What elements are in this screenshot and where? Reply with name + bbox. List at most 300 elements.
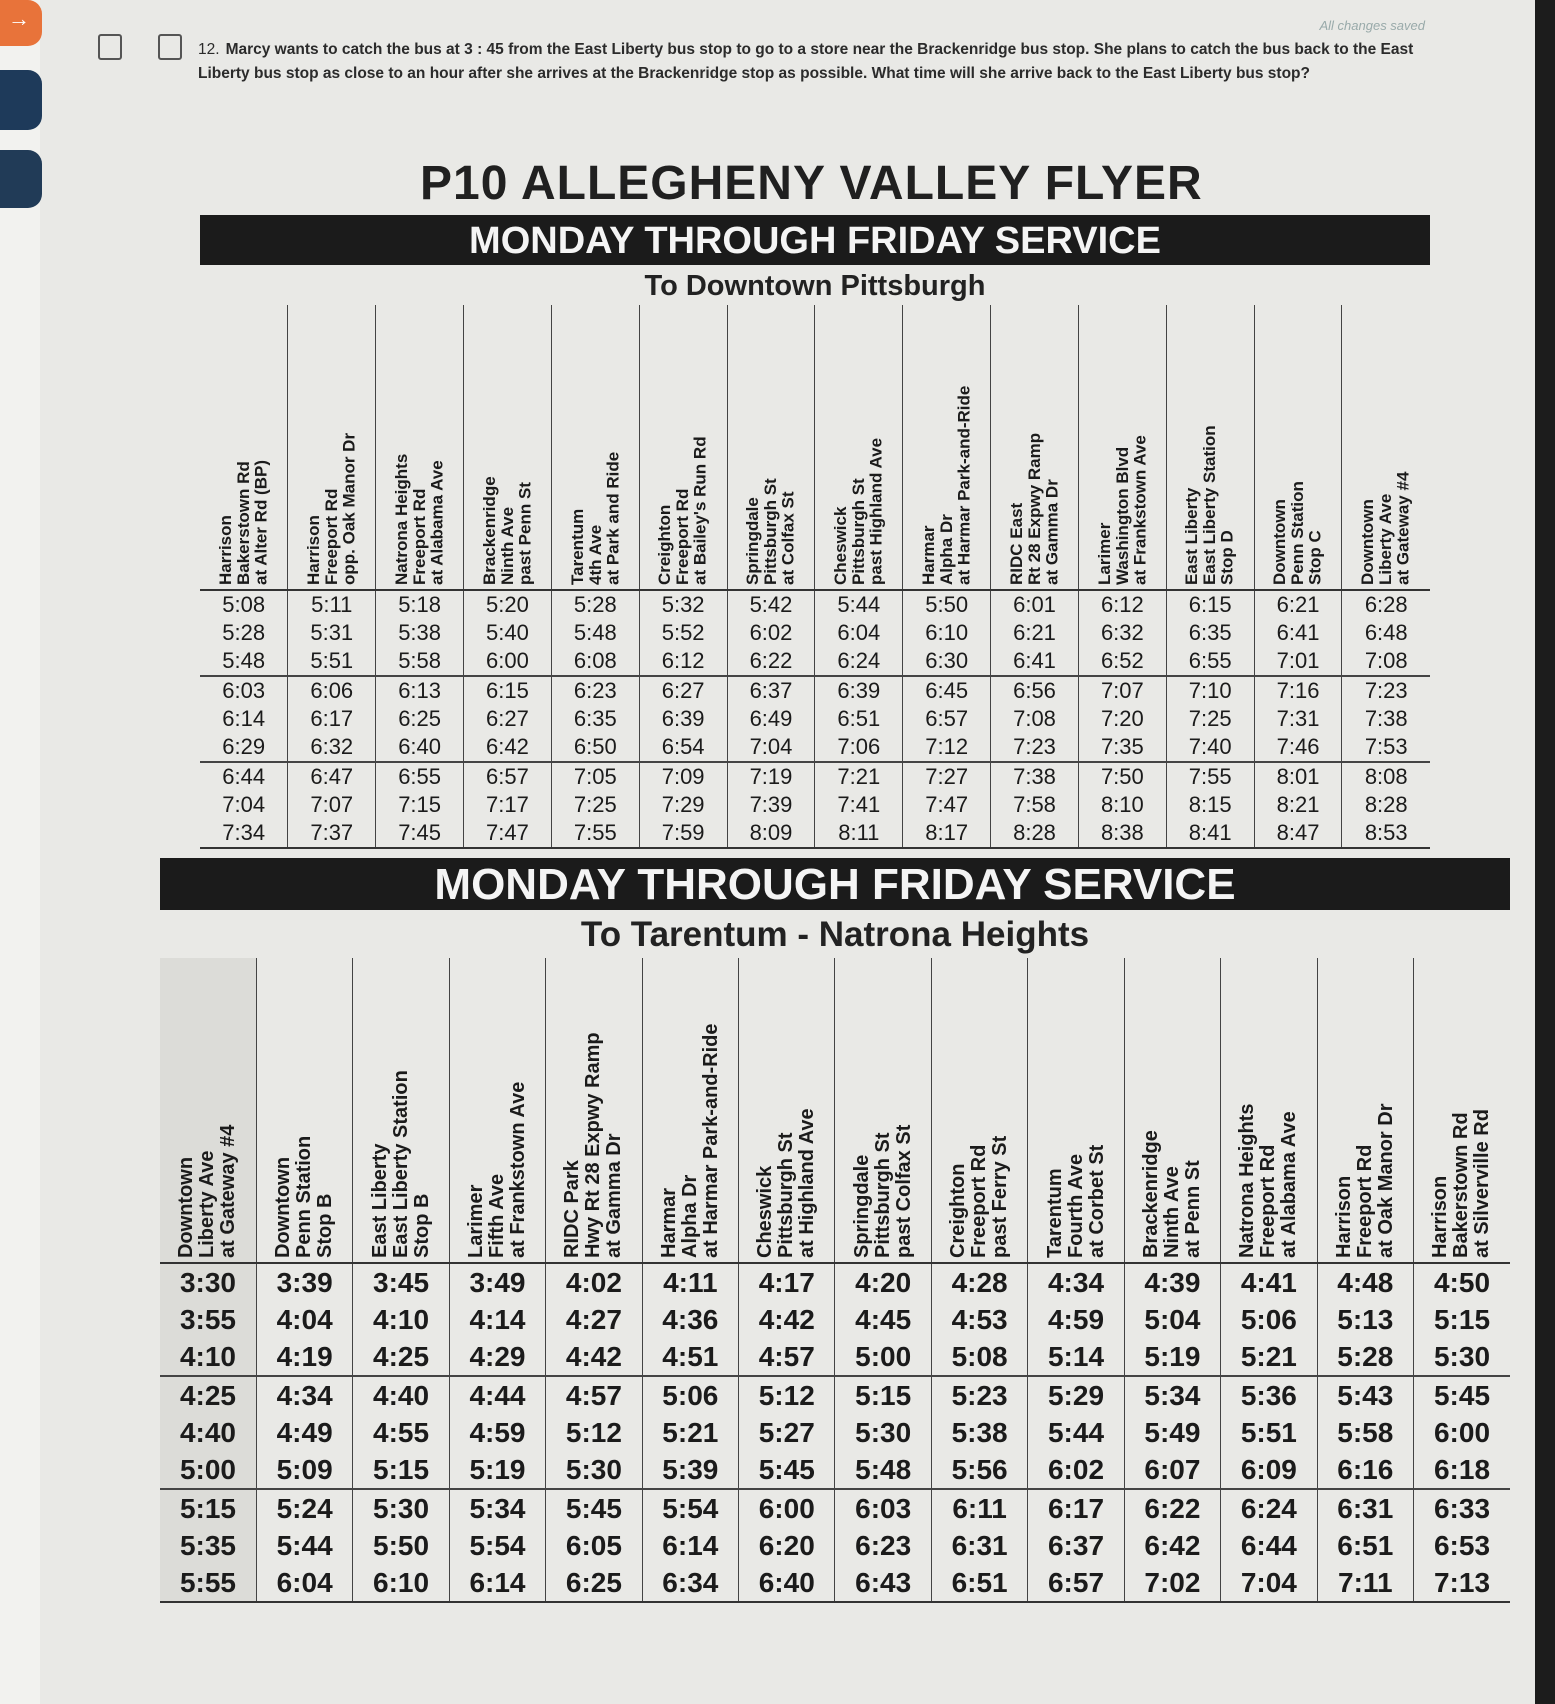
table-row [200,733,1430,762]
time-cell: 4:57 [739,1338,835,1376]
time-cell: 8:28 [991,819,1079,848]
stop-header [353,958,449,1263]
stop-detail: at Oak Manor Dr [1374,1103,1397,1258]
time-cell: 7:39 [727,791,815,819]
stop-label [920,305,974,585]
time-cell: 7:02 [1124,1564,1220,1602]
time-cell: 5:20 [464,590,552,619]
stop-detail: at Frankstown Ave [1130,435,1150,585]
stop-label [1141,958,1204,1258]
time-cell: 4:53 [931,1301,1027,1338]
question-number: 12. [198,41,220,58]
stop-label [656,305,710,585]
stop-detail: at Harmar Park-and-Ride [699,1023,722,1258]
app-left-rail [0,0,40,1704]
stop-name: Downtown [1358,499,1378,585]
time-cell: 6:13 [376,676,464,705]
stop-detail: Fourth Ave [1064,1153,1087,1258]
time-cell: 6:31 [931,1527,1027,1564]
time-cell: 4:44 [449,1376,545,1414]
time-cell: 7:34 [222,820,266,845]
time-cell: 8:09 [727,819,815,848]
stop-name: Natrona Heights [1236,1103,1259,1258]
time-cell: 6:10 [353,1564,449,1602]
time-cell: 3:55 [160,1301,256,1338]
stop-label [562,958,625,1258]
stop-detail: Stop C [1305,530,1325,585]
time-cell: 6:23 [835,1527,931,1564]
time-cell: 5:21 [1221,1338,1317,1376]
stop-header [931,958,1027,1263]
stop-name: Tarentum [567,508,587,585]
stop-header [642,958,738,1263]
stop-detail: East Liberty Station [1200,425,1220,585]
stop-name: East Liberty [1182,487,1202,585]
time-cell: 5:00 [835,1338,931,1376]
schedule-to-downtown [200,215,1430,849]
time-cell: 6:17 [288,705,376,733]
time-cell: 5:45 [546,1489,642,1527]
time-cell: 6:17 [1028,1489,1124,1527]
stop-name: Harrison [215,515,235,585]
table-row [200,705,1430,733]
stop-header [256,958,352,1263]
table-row [200,676,1430,705]
time-cell: 6:35 [1166,619,1254,647]
stop-label [1096,305,1150,585]
time-cell: 7:12 [903,733,991,762]
table-row [200,590,1430,619]
stop-detail: at Park and Ride [603,451,623,585]
stop-label [1008,305,1062,585]
stop-detail: Ninth Ave [1160,1166,1183,1258]
time-cell: 6:39 [639,705,727,733]
time-cell: 8:01 [1254,762,1342,791]
stop-name: Downtown [175,1156,198,1258]
time-cell: 6:48 [1342,619,1430,647]
stop-label [744,305,798,585]
time-cell: 4:25 [353,1338,449,1376]
time-cell: 6:29 [222,734,266,759]
table-row [160,1564,1510,1602]
stop-header [160,958,256,1263]
time-cell: 6:04 [815,619,903,647]
stop-label [1430,958,1493,1258]
bookmark-icon[interactable] [98,34,122,60]
stop-detail: at Bailey's Run Rd [691,436,711,585]
time-cell: 6:25 [376,705,464,733]
time-cell: 7:37 [288,819,376,848]
time-cell: 5:24 [256,1489,352,1527]
time-cell: 6:00 [739,1489,835,1527]
stop-detail: Alpha Dr [678,1174,701,1258]
table-row [200,762,1430,791]
stop-detail: Rt 28 Expwy Ramp [1024,432,1044,585]
time-cell: 6:04 [256,1564,352,1602]
stop-header [546,958,642,1263]
time-cell: 6:37 [727,676,815,705]
stop-name: RIDC East [1006,502,1026,585]
table-row [200,647,1430,676]
time-cell: 6:32 [288,733,376,762]
stop-detail: past Highland Ave [866,437,886,585]
stop-header [991,305,1079,590]
stop-name: Larimer [1094,522,1114,585]
time-cell: 5:15 [1413,1301,1510,1338]
time-cell: 6:22 [727,647,815,676]
stop-detail: past Colfax St [892,1124,915,1258]
time-cell: 6:15 [1166,590,1254,619]
stop-header [1124,958,1220,1263]
time-cell: 6:51 [931,1564,1027,1602]
table-row [160,1527,1510,1564]
time-cell: 5:08 [222,592,266,617]
time-cell: 7:58 [991,791,1079,819]
time-cell: 5:12 [739,1376,835,1414]
time-cell: 6:55 [376,762,464,791]
stop-detail: at Harmar Park-and-Ride [954,385,974,585]
time-cell: 8:21 [1254,791,1342,819]
stop-label [393,305,447,585]
stop-label [1359,305,1413,585]
time-cell: 6:57 [464,762,552,791]
time-cell: 7:07 [288,791,376,819]
time-cell: 7:45 [376,819,464,848]
stop-label [305,305,359,585]
time-cell: 6:16 [1317,1451,1413,1489]
time-cell: 4:50 [1413,1263,1510,1301]
table-row [160,1301,1510,1338]
stop-label [1045,958,1108,1258]
stop-header [815,305,903,590]
stop-detail: Freeport Rd [1257,1144,1280,1258]
time-cell: 6:45 [903,676,991,705]
time-cell: 6:09 [1221,1451,1317,1489]
time-cell: 7:55 [551,819,639,848]
stop-label [370,958,433,1258]
stop-detail: at Silverville Rd [1471,1109,1494,1258]
time-cell: 6:40 [739,1564,835,1602]
schedule-title: P10 ALLEGHENY VALLEY FLYER [420,157,1203,210]
time-cell: 6:27 [639,676,727,705]
stop-header [1254,305,1342,590]
time-cell: 6:11 [931,1489,1027,1527]
question-toolbar [98,34,182,60]
direction-heading: To Downtown Pittsburgh [644,270,986,302]
time-cell: 4:28 [931,1263,1027,1301]
table-row [200,619,1430,647]
stop-name: Harmar [657,1187,680,1258]
time-cell: 6:42 [1124,1527,1220,1564]
time-cell: 8:17 [903,819,991,848]
time-cell: 7:20 [1078,705,1166,733]
stop-label [1237,958,1300,1258]
stop-detail: past Ferry St [989,1135,1012,1258]
next-arrow-button[interactable] [0,0,42,46]
question-prompt [198,38,1438,86]
time-cell: 5:12 [546,1414,642,1451]
time-cell: 5:30 [835,1414,931,1451]
time-cell: 6:14 [642,1527,738,1564]
stop-label [569,305,623,585]
stop-header [1413,958,1510,1263]
time-cell: 6:44 [1221,1527,1317,1564]
time-cell: 7:15 [376,791,464,819]
stop-name: Larimer [464,1184,487,1258]
stop-name: Harrison [1332,1175,1355,1258]
time-cell: 6:15 [464,676,552,705]
time-cell: 5:43 [1317,1376,1413,1414]
stop-detail: Stop B [314,1193,337,1258]
time-cell: 7:46 [1254,733,1342,762]
time-cell: 6:41 [1254,619,1342,647]
stop-detail: Penn Station [293,1135,316,1258]
time-cell: 5:04 [1124,1301,1220,1338]
service-band: MONDAY THROUGH FRIDAY SERVICE [200,215,1430,265]
stop-name: Springdale [743,497,763,585]
time-cell: 5:58 [1317,1414,1413,1451]
time-cell: 5:54 [642,1489,738,1527]
time-cell: 6:33 [1413,1489,1510,1527]
tool-tab-layers[interactable] [0,70,42,130]
time-cell: 6:52 [1078,647,1166,676]
stop-detail: at Alabama Ave [427,460,447,585]
table-row [200,791,1430,819]
stop-detail: Washington Blvd [1112,446,1132,585]
time-cell: 7:06 [815,733,903,762]
stop-detail: Bakerstown Rd [1450,1112,1473,1258]
stop-header [1078,305,1166,590]
stop-name: East Liberty [368,1143,391,1258]
time-cell: 5:18 [376,590,464,619]
timetable [160,958,1510,1603]
stop-name: Brackenridge [479,476,499,585]
stop-detail: at Corbet St [1085,1144,1108,1258]
time-cell: 5:55 [160,1564,256,1602]
time-cell: 5:44 [1028,1414,1124,1451]
time-cell: 6:06 [288,676,376,705]
time-cell: 6:50 [551,733,639,762]
time-cell: 7:16 [1254,676,1342,705]
time-cell: 5:30 [546,1451,642,1489]
stop-label [176,958,239,1258]
time-cell: 6:24 [815,647,903,676]
stop-name: Harmar [918,525,938,585]
stop-name: Cheswick [754,1165,777,1258]
stop-detail: at Gateway #4 [217,1124,240,1258]
time-cell: 7:04 [222,792,266,817]
time-cell: 8:10 [1078,791,1166,819]
time-cell: 5:48 [222,648,266,673]
stop-header [1028,958,1124,1263]
time-cell: 6:37 [1028,1527,1124,1564]
comment-icon[interactable] [158,34,182,60]
stop-header [200,305,288,590]
time-cell: 6:42 [464,733,552,762]
time-cell: 6:51 [1317,1527,1413,1564]
time-cell: 5:35 [160,1527,256,1564]
stop-detail: Freeport Rd [673,488,693,585]
time-cell: 5:31 [288,619,376,647]
time-cell: 3:49 [449,1263,545,1301]
stop-detail: East Liberty Station [389,1070,412,1258]
time-cell: 6:23 [551,676,639,705]
time-cell: 5:06 [642,1376,738,1414]
time-cell: 6:53 [1413,1527,1510,1564]
time-cell: 3:45 [353,1263,449,1301]
time-cell: 4:39 [1124,1263,1220,1301]
time-cell: 6:25 [546,1564,642,1602]
time-cell: 5:42 [727,590,815,619]
stop-detail: Pittsburgh St [871,1132,894,1258]
time-cell: 3:39 [256,1263,352,1301]
time-cell: 5:45 [1413,1376,1510,1414]
time-cell: 6:02 [1028,1451,1124,1489]
table-row [160,1451,1510,1489]
stop-header [1221,958,1317,1263]
time-cell: 6:18 [1413,1451,1510,1489]
time-cell: 5:48 [551,619,639,647]
stop-label [273,958,336,1258]
stop-label [832,305,886,585]
stop-header [739,958,835,1263]
table-row [200,819,1430,848]
tool-tab-secondary[interactable] [0,150,42,208]
stop-detail: at Gamma Dr [1042,479,1062,585]
time-cell: 7:25 [1166,705,1254,733]
stop-detail: Pittsburgh St [775,1132,798,1258]
time-cell: 6:30 [903,647,991,676]
table-row [160,1338,1510,1376]
stop-name: Harrison [1429,1175,1452,1258]
time-cell: 4:57 [546,1376,642,1414]
time-cell: 5:38 [376,619,464,647]
time-cell: 6:43 [835,1564,931,1602]
stop-header [464,305,552,590]
time-cell: 7:47 [903,791,991,819]
time-cell: 6:40 [376,733,464,762]
time-cell: 4:27 [546,1301,642,1338]
time-cell: 7:53 [1342,733,1430,762]
direction-heading: To Tarentum - Natrona Heights [580,915,1090,954]
time-cell: 6:51 [815,705,903,733]
stop-detail: Stop D [1218,530,1238,585]
time-cell: 5:48 [835,1451,931,1489]
stop-header [639,305,727,590]
stop-label [1334,958,1397,1258]
time-cell: 5:06 [1221,1301,1317,1338]
table-row [160,1489,1510,1527]
stop-header [551,305,639,590]
time-cell: 7:01 [1254,647,1342,676]
time-cell: 8:53 [1342,819,1430,848]
stop-detail: at Highland Ave [796,1108,819,1258]
time-cell: 4:04 [256,1301,352,1338]
arrow-right-icon: → [8,6,30,31]
time-cell: 4:34 [1028,1263,1124,1301]
time-cell: 5:19 [1124,1338,1220,1376]
time-cell: 5:34 [1124,1376,1220,1414]
time-cell: 3:30 [160,1263,256,1301]
time-cell: 6:03 [835,1489,931,1527]
screen-bezel [1535,0,1555,1704]
timetable [200,305,1430,849]
time-cell: 4:29 [449,1338,545,1376]
time-cell: 6:34 [642,1564,738,1602]
stop-label [852,958,915,1258]
time-cell: 4:02 [546,1263,642,1301]
time-cell: 8:11 [815,819,903,848]
time-cell: 4:55 [353,1414,449,1451]
stop-label [1183,305,1237,585]
time-cell: 5:34 [449,1489,545,1527]
time-cell: 5:30 [1413,1338,1510,1376]
time-cell: 7:59 [639,819,727,848]
time-cell: 5:52 [639,619,727,647]
time-cell: 5:45 [739,1451,835,1489]
time-cell: 6:05 [546,1527,642,1564]
stop-detail: Pittsburgh St [761,478,781,585]
time-cell: 5:29 [1028,1376,1124,1414]
table-row [160,1263,1510,1301]
time-cell: 5:51 [288,647,376,676]
stop-label [217,305,271,585]
stop-header [835,958,931,1263]
stop-label [948,958,1011,1258]
table-row [160,1414,1510,1451]
time-cell: 5:21 [642,1414,738,1451]
stop-name: Downtown [272,1156,295,1258]
time-cell: 6:31 [1317,1489,1413,1527]
time-cell: 7:38 [991,762,1079,791]
stop-label [1271,305,1325,585]
time-cell: 7:11 [1317,1564,1413,1602]
stop-header [1342,305,1430,590]
time-cell: 5:30 [353,1489,449,1527]
stop-label [481,305,535,585]
stop-label [659,958,722,1258]
time-cell: 7:23 [991,733,1079,762]
time-cell: 6:24 [1221,1489,1317,1527]
stop-header [903,305,991,590]
time-cell: 7:08 [991,705,1079,733]
time-cell: 6:57 [1028,1564,1124,1602]
stop-detail: Pittsburgh St [848,478,868,585]
time-cell: 5:56 [931,1451,1027,1489]
time-cell: 4:17 [739,1263,835,1301]
stop-detail: Fifth Ave [485,1173,508,1258]
time-cell: 4:14 [449,1301,545,1338]
stop-name: Creighton [947,1163,970,1258]
time-cell: 7:13 [1413,1564,1510,1602]
time-cell: 5:54 [449,1527,545,1564]
save-status: All changes saved [1319,18,1425,33]
time-cell: 7:23 [1342,676,1430,705]
time-cell: 8:41 [1166,819,1254,848]
time-cell: 6:39 [815,676,903,705]
time-cell: 6:20 [739,1527,835,1564]
stop-detail: Freeport Rd [321,488,341,585]
time-cell: 5:44 [256,1527,352,1564]
time-cell: 6:12 [1078,590,1166,619]
time-cell: 5:09 [256,1451,352,1489]
time-cell: 5:39 [642,1451,738,1489]
stop-detail: at Penn St [1181,1160,1204,1258]
time-cell: 5:00 [160,1451,256,1489]
time-cell: 5:15 [835,1376,931,1414]
stop-header [288,305,376,590]
time-cell: 6:08 [551,647,639,676]
